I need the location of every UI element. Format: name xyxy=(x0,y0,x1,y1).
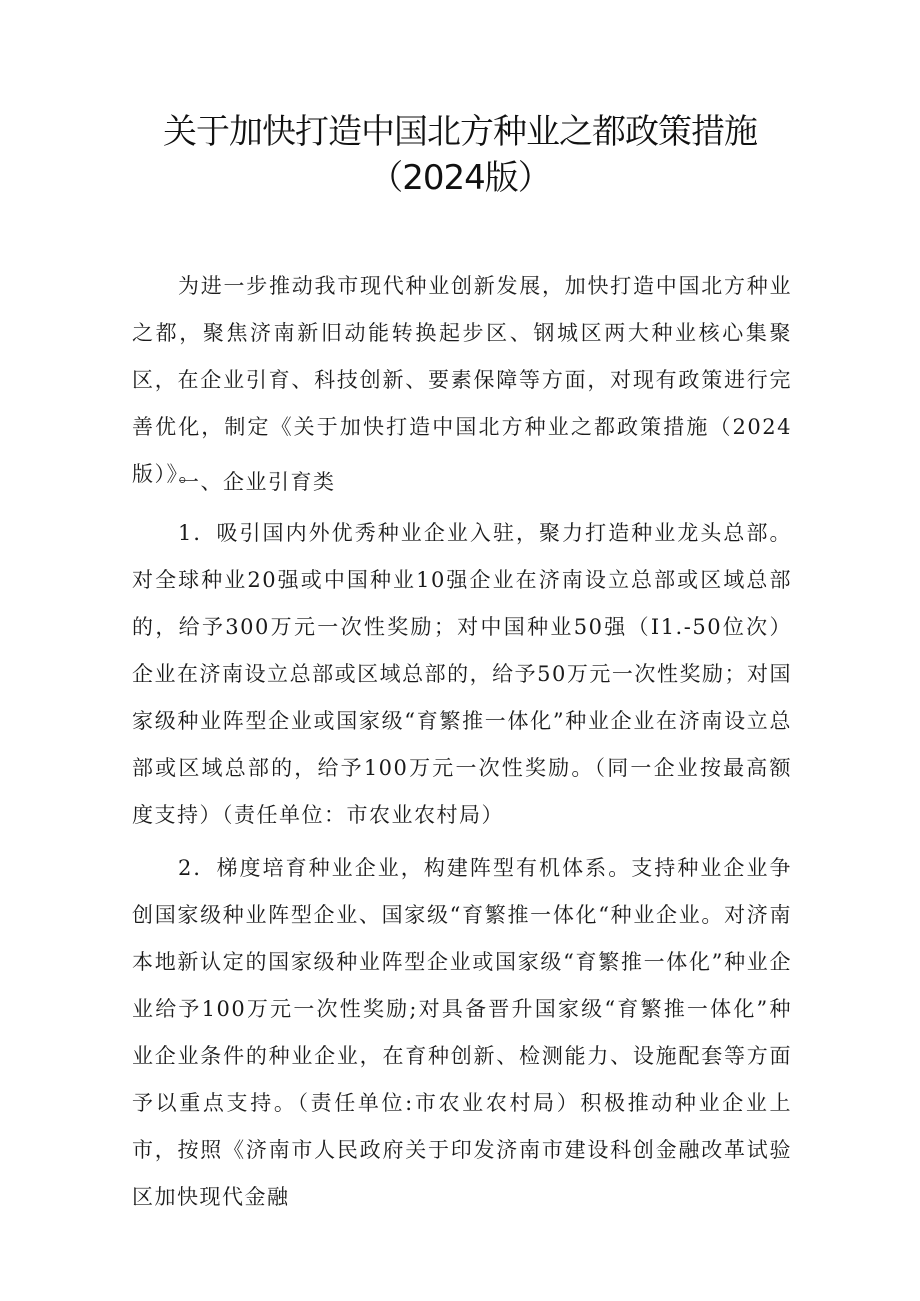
document-title: 关于加快打造中国北方种业之都政策措施 xyxy=(163,112,757,152)
policy-item-2: 2．梯度培育种业企业，构建阵型有机体系。支持种业企业争创国家级种业阵型企业、国家级“育繁推一体化“种业企业。对济南本地新认定的国家级种业阵型企业或国家级“育繁推一体化”种业企业给予100万元一次性奖励;对具备晋升国家级“育繁推一体化”种业企业条件的种业企业，在育种创新、检测能力、设施配套等方面予以重点支持。（责任单位:市农业农村局）积极推动种业企业上市，按照《济南市人民政府关于印发济南市建设科创金融改革试验区加快现代金融 xyxy=(132,856,792,1209)
section-heading: 一、企业引育类 xyxy=(178,470,336,494)
policy-item-1: 1．吸引国内外优秀种业企业入驻，聚力打造种业龙头总部。对全球种业20强或中国种业10强企业在济南设立总部或区域总部的，给予300万元一次性奖励；对中国种业50强（I1.-50位次）企业在济南设立总部或区域总部的，给予50万元一次性奖励；对国家级种业阵型企业或国家级“育繁推一体化”种业企业在济南设立总部或区域总部的，给予100万元一次性奖励。（同一企业按最高额度支持）（责任单位：市农业农村局） xyxy=(132,521,792,827)
intro-paragraph: 为进一步推动我市现代种业创新发展，加快打造中国北方种业之都，聚焦济南新旧动能转换起步区、钢城区两大种业核心集聚区，在企业引育、科技创新、要素保障等方面，对现有政策进行完善优化，制定《关于加快打造中国北方种业之都政策措施（2024版）》。 xyxy=(132,274,792,486)
document-title-version: （2024版） xyxy=(369,158,551,198)
